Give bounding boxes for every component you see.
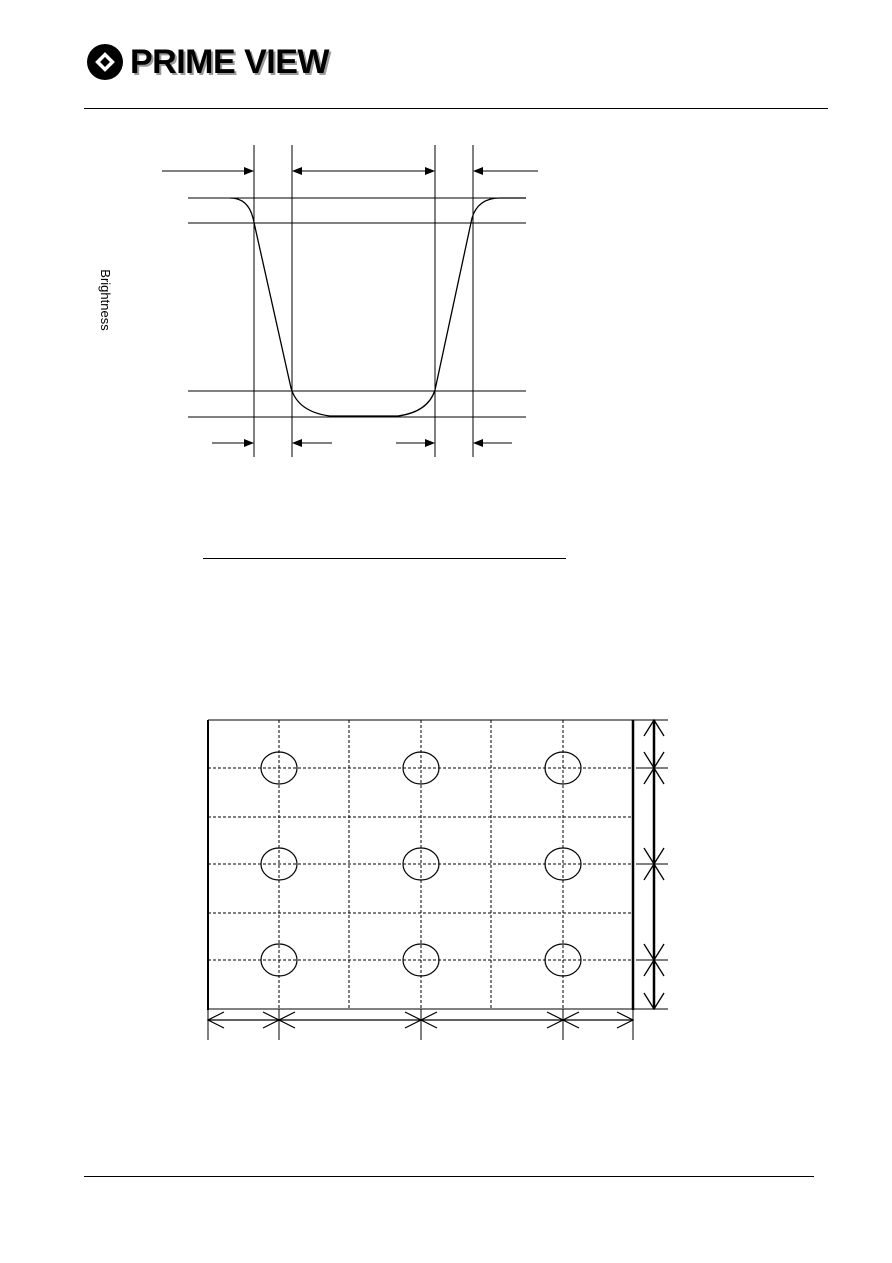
y-axis-label: Brightness (98, 269, 113, 331)
footer-rule (84, 1176, 814, 1177)
brand-name: PRIME VIEW (130, 43, 330, 81)
